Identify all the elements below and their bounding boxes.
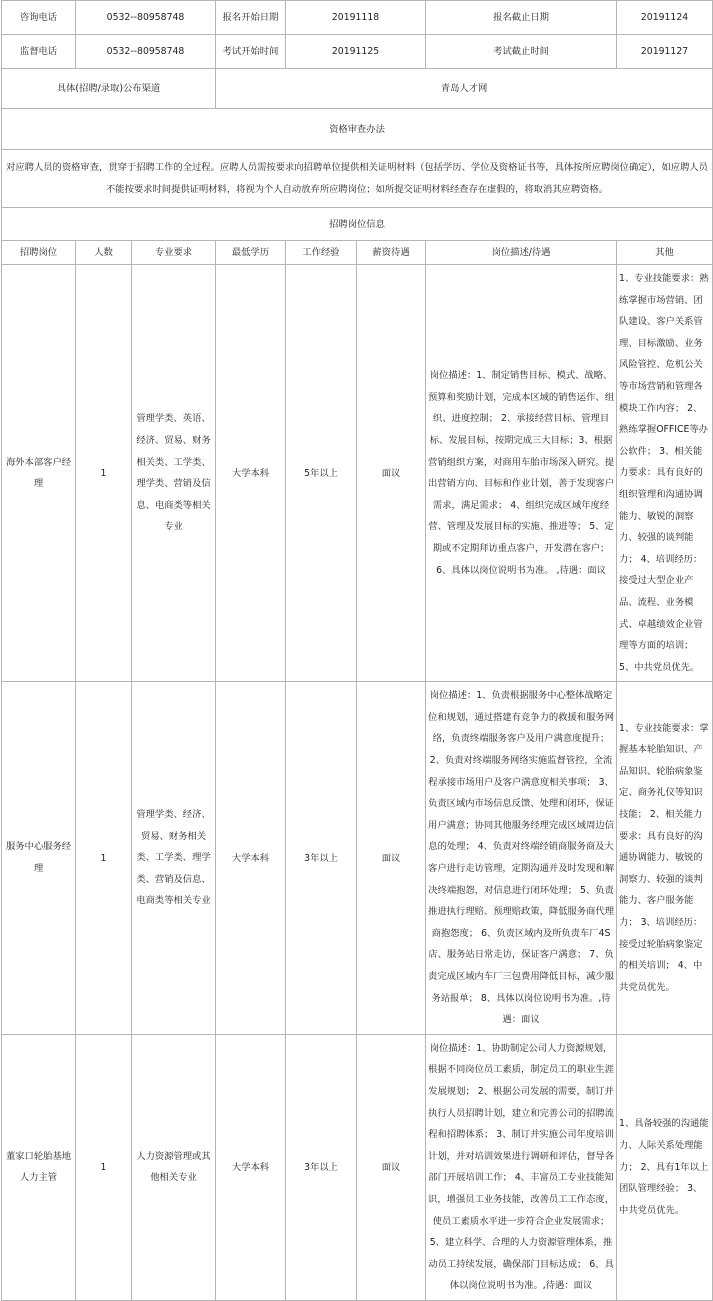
job-description: 岗位描述：1、制定销售目标、模式、战略、预算和奖励计划，完成本区域的销售运作、组织、进度控制； 2、承接经营目标、管理目标、发展目标，按期完成三大目标；3、根据营销组织方案，对商用车胎市场深入研究。提出营销方向、目标和作业计划，善于发现客户需求，满足需求； 4、组织完成区域年度经营、管理及发展目标的实施、推进等； 5、定期或不定期拜访重点客户，开发潜在客户； 6、具体以岗位说明书为准。 ,待遇：面议 [426,265,617,682]
job-other: 1、具备较强的沟通能力、人际关系处理能力； 2、具有1年以上团队管理经验； 3、中共党员优先。 [617,1034,713,1300]
exam-start-label: 考试开始时间 [216,35,286,69]
job-experience: 5年以上 [286,265,357,682]
header-position: 招聘岗位 [2,241,76,265]
exam-end-label: 考试截止时间 [426,35,617,69]
channel-value: 青岛人才网 [216,69,713,109]
supervise-label: 监督电话 [2,35,76,69]
recruitment-table [1,0,713,1301]
job-count: 1 [76,265,132,682]
consult-label: 咨询电话 [2,1,76,35]
job-salary: 面议 [357,682,426,1035]
job-salary: 面议 [357,265,426,682]
exam-end: 20191127 [617,35,713,69]
review-text: 对应聘人员的资格审查，贯穿于招聘工作的全过程。应聘人员需按要求向招聘单位提供相关证明材料（包括学历、学位及资格证书等，具体按所应聘岗位确定），如应聘人员不能按要求时间提供证明材料，将视为个人自动放弃所应聘岗位；如所提交证明材料经查存在虚假的，将取消其应聘资格。 [2,150,713,208]
job-position: 服务中心服务经理 [2,682,76,1035]
supervise-phone: 0532--80958748 [76,35,216,69]
table-row [2,1034,713,1300]
job-education: 大学本科 [216,265,286,682]
header-salary: 薪资待遇 [357,241,426,265]
signup-start-label: 报名开始日期 [216,1,286,35]
job-experience: 3年以上 [286,682,357,1035]
job-major: 管理学类、英语、经济、贸易、财务相关类、工学类、理学类、营销及信息、电商类等相关专业 [132,265,216,682]
header-experience: 工作经验 [286,241,357,265]
job-position: 海外本部客户经理 [2,265,76,682]
job-description: 岗位描述：1、协助制定公司人力资源规划，根据不同岗位员工素质，制定员工的职业生涯发展规划； 2、根据公司发展的需要，制订并执行人员招聘计划，建立和完善公司的招聘流程和招聘体系； 3、制订并实施公司年度培训计划，并对培训效果进行调研和评估，督导各部门开展培训工作； 4、丰富员工专业技能知识，增强员工业务技能，改善员工工作态度，使员工素质水平进一步符合企业发展需求； 5、建立科学、合理的人力资源管理体系，推动员工持续发展，确保部门目标达成； 6、具体以岗位说明书为准。,待遇：面议 [426,1034,617,1300]
job-major: 管理学类、经济、贸易、财务相关类、工学类、理学类、营销及信息、电商类等相关专业 [132,682,216,1035]
consult-phone: 0532--80958748 [76,1,216,35]
signup-end-label: 报名截止日期 [426,1,617,35]
jobs-title: 招聘岗位信息 [2,208,713,241]
job-count: 1 [76,682,132,1035]
job-position: 董家口轮胎基地人力主管 [2,1034,76,1300]
job-description: 岗位描述：1、负责根据服务中心整体战略定位和规划，通过搭建有竞争力的救援和服务网络，负责终端服务客户及用户满意度提升； 2、负责对终端服务网络实施监督管控，全流程承接市场用户及客户满意度相关事项； 3、负责区域内市场信息反馈、处理和闭环，保证用户满意；协同其他服务经理完成区域周边信息的处理； 4、负责对终端经销商服务商及大客户进行走访管理，定期沟通并及时发现和解决终端抱怨，对信息进行闭环处理； 5、负责推进执行理赔、预理赔政策，降低服务商代理商抱怨度； 6、负责区域内及所负责车厂4S店、服务站日常走访，保证客户满意； 7、负责完成区域内车厂三包费用降低目标，减少服务站报单； 8、具体以岗位说明书为准。,待遇：面议 [426,682,617,1035]
job-education: 大学本科 [216,1034,286,1300]
header-description: 岗位描述/待遇 [426,241,617,265]
header-other: 其他 [617,241,713,265]
job-major: 人力资源管理或其他相关专业 [132,1034,216,1300]
job-education: 大学本科 [216,682,286,1035]
channel-label: 具体(招聘/录取)公布渠道 [2,69,216,109]
header-count: 人数 [76,241,132,265]
table-row [2,682,713,1035]
job-count: 1 [76,1034,132,1300]
job-other: 1、专业技能要求：熟练掌握市场营销、团队建设、客户关系管理、目标激励、业务风险管控、危机公关等市场营销和管理各模块工作内容； 2、熟练掌握OFFICE等办公软件； 3、相关能力要求：具有良好的组织管理和沟通协调能力、敏锐的洞察力、较强的谈判能力； 4、培训经历：接受过大型企业产品、流程、业务模式、卓越绩效企业管理等方面的培训； 5、中共党员优先。 [617,265,713,682]
table-row [2,265,713,682]
review-title: 资格审查办法 [2,109,713,150]
job-salary: 面议 [357,1034,426,1300]
signup-start: 20191118 [286,1,426,35]
header-education: 最低学历 [216,241,286,265]
job-other: 1、专业技能要求：掌握基本轮胎知识、产品知识、轮胎病象鉴定、商务礼仪等知识技能； 2、相关能力要求：具有良好的沟通协调能力、敏锐的洞察力、较强的谈判能力、客户服务能力； 3、培训经历：接受过轮胎病象鉴定的相关培训； 4、中共党员优先。 [617,682,713,1035]
header-major: 专业要求 [132,241,216,265]
jobs-header-row [2,241,713,265]
exam-start: 20191125 [286,35,426,69]
job-experience: 3年以上 [286,1034,357,1300]
signup-end: 20191124 [617,1,713,35]
